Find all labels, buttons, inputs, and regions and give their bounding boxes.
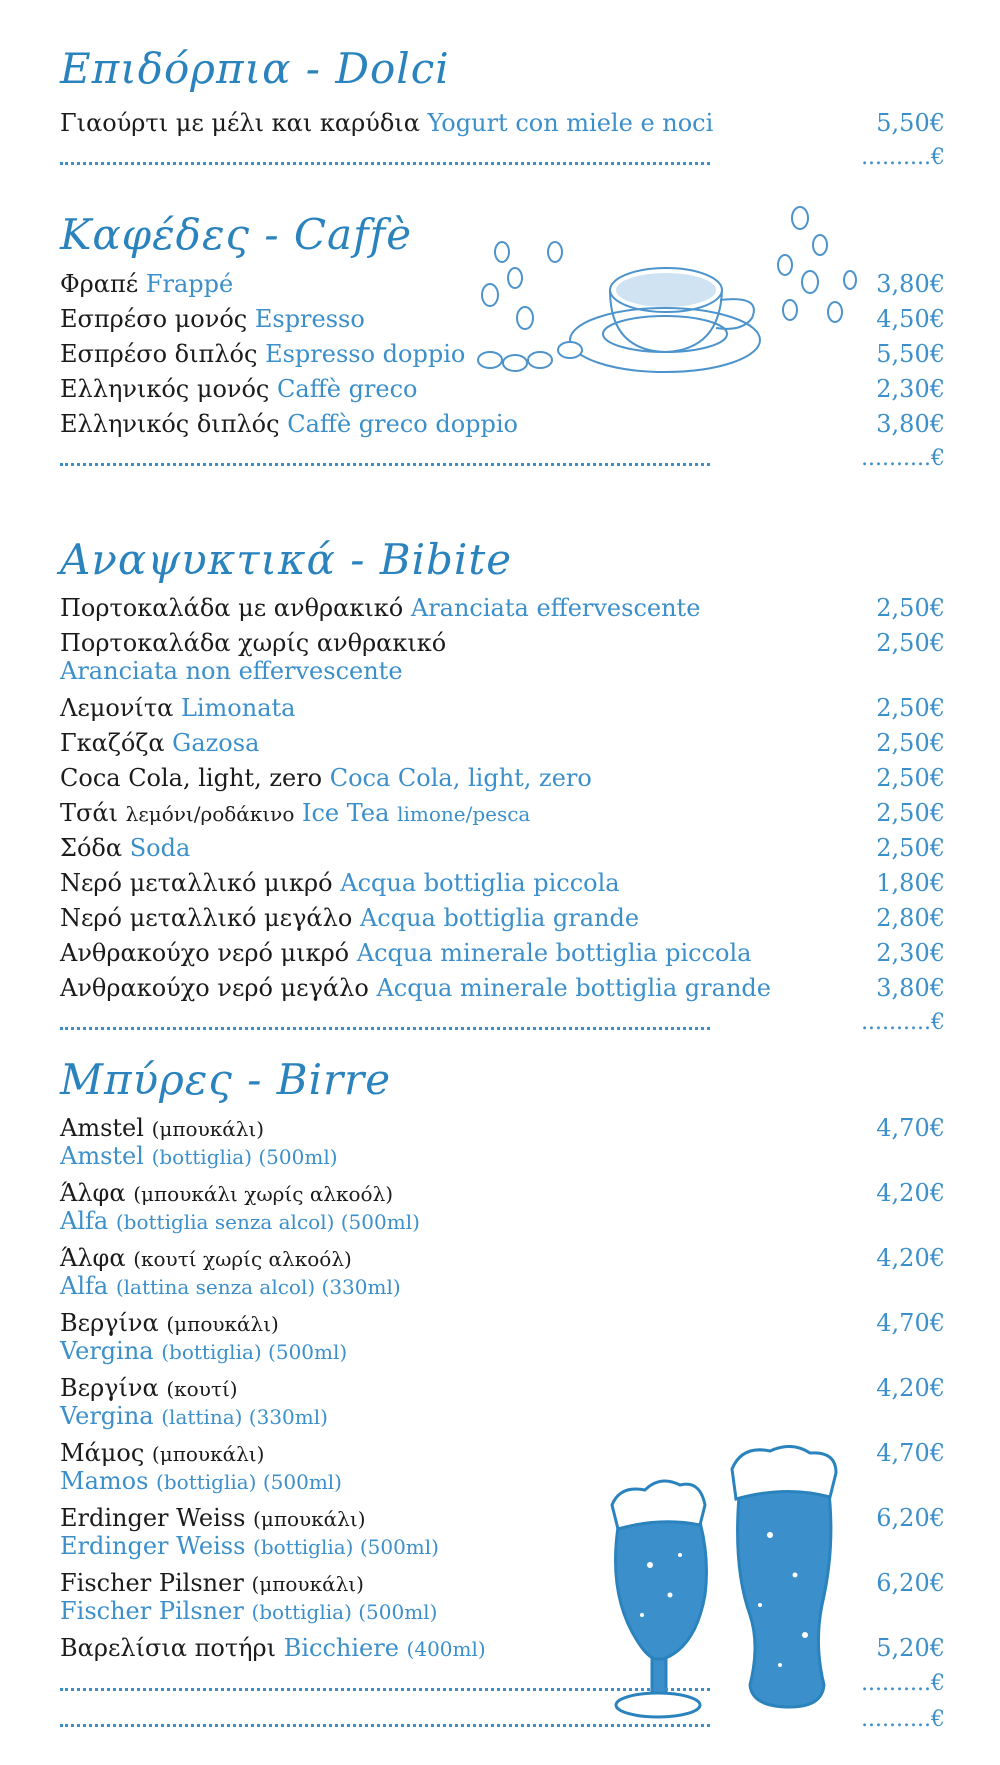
item-note-italian: (bottiglia) (500ml) (156, 1470, 342, 1494)
menu-item (60, 795, 945, 831)
item-price: 6,20€ (876, 1504, 945, 1532)
item-price: 1,80€ (876, 869, 945, 897)
blank-price: ..........€ (861, 1707, 945, 1732)
item-price: 2,30€ (876, 375, 945, 403)
item-price: 2,50€ (876, 834, 945, 862)
item-name-italian: Limonata (180, 694, 296, 722)
blank-price: ..........€ (861, 1671, 945, 1696)
menu-item (60, 1370, 945, 1434)
item-price: 4,70€ (876, 1309, 945, 1337)
item-name-greek: Σόδα (60, 834, 123, 862)
menu-item (60, 105, 945, 141)
item-name-greek: Ελληνικός μονός (60, 375, 270, 403)
item-note-italian: (bottiglia) (500ml) (251, 1600, 438, 1624)
item-note-greek: (κουτί χωρίς αλκοόλ) (133, 1247, 352, 1271)
item-name-italian: Ice Tea (302, 799, 390, 827)
item-name-italian: Aranciata non effervescente (60, 657, 403, 685)
item-name-greek: Ελληνικός διπλός (60, 410, 280, 438)
item-price: 3,80€ (876, 270, 945, 298)
item-name-greek: Ανθρακούχο νερό μικρό (60, 939, 350, 967)
item-name-greek: Γιαούρτι με μέλι και καρύδια (60, 109, 420, 137)
blank-entry-line (60, 1011, 945, 1035)
item-name-greek: Μάμος (60, 1439, 145, 1467)
item-note-greek: (μπουκάλι) (251, 1572, 364, 1596)
item-note-italian: (bottiglia senza alcol) (500ml) (115, 1210, 420, 1234)
item-price: 4,70€ (876, 1439, 945, 1467)
section-title-birre: Μπύρες - Birre (60, 1055, 392, 1104)
blank-price: ..........€ (861, 446, 945, 471)
item-price: 4,20€ (876, 1374, 945, 1402)
item-name-italian: Frappé (145, 270, 234, 298)
item-name-italian: Erdinger Weiss (60, 1532, 246, 1560)
menu-item (60, 830, 945, 866)
item-note-greek: (μπουκάλι) (253, 1507, 366, 1531)
item-name-greek: Πορτοκαλάδα χωρίς ανθρακικό (60, 629, 447, 657)
item-price: 4,20€ (876, 1179, 945, 1207)
menu-item (60, 970, 945, 1006)
menu-item (60, 301, 945, 337)
blank-entry-line (60, 1672, 945, 1696)
menu-item (60, 900, 945, 936)
menu-item (60, 590, 945, 626)
item-note-italian: limone/pesca (397, 802, 531, 826)
item-name-italian: Mamos (60, 1467, 149, 1495)
menu-item (60, 760, 945, 796)
blank-entry-line (60, 1708, 945, 1732)
item-note-italian: (400ml) (406, 1637, 486, 1661)
menu-item (60, 725, 945, 761)
item-price: 3,80€ (876, 974, 945, 1002)
item-name-italian: Amstel (60, 1142, 144, 1170)
item-name-greek: Άλφα (60, 1244, 126, 1272)
item-note-greek: λεμόνι/ροδάκινο (125, 802, 295, 826)
item-name-greek: Άλφα (60, 1179, 126, 1207)
blank-price: ..........€ (861, 145, 945, 170)
item-name-greek: Τσάι (60, 799, 119, 827)
item-name-italian: Acqua minerale bottiglia piccola (356, 939, 752, 967)
menu-item (60, 935, 945, 971)
item-name-greek: Εσπρέσο μονός (60, 305, 248, 333)
item-name-italian: Aranciata effervescente (410, 594, 701, 622)
menu-item (60, 865, 945, 901)
item-name-italian: Alfa (60, 1207, 109, 1235)
menu-item (60, 1435, 945, 1499)
item-price: 2,50€ (876, 629, 945, 657)
menu-item (60, 1240, 945, 1304)
item-name-italian: Acqua bottiglia grande (359, 904, 640, 932)
item-name-italian: Espresso doppio (265, 340, 466, 368)
item-price: 2,50€ (876, 594, 945, 622)
item-name-greek: Erdinger Weiss (60, 1504, 246, 1532)
item-name-greek: Coca Cola, light, zero (60, 764, 323, 792)
item-note-italian: (bottiglia) (500ml) (253, 1535, 439, 1559)
item-price: 2,50€ (876, 764, 945, 792)
item-name-italian: Acqua bottiglia piccola (340, 869, 620, 897)
item-name-greek: Βεργίνα (60, 1309, 159, 1337)
menu-item (60, 1565, 945, 1629)
item-name-greek: Βαρελίσια ποτήρι (60, 1634, 277, 1662)
menu-item (60, 1175, 945, 1239)
menu-item (60, 1110, 945, 1174)
item-name-italian: Gazosa (172, 729, 260, 757)
item-name-greek: Fischer Pilsner (60, 1569, 244, 1597)
section-title-bibite: Αναψυκτικά - Bibite (60, 535, 513, 584)
item-name-italian: Caffè greco doppio (287, 410, 518, 438)
item-name-italian: Yogurt con miele e noci (427, 109, 714, 137)
item-price: 2,80€ (876, 904, 945, 932)
item-name-italian: Soda (129, 834, 191, 862)
item-note-italian: (lattina) (330ml) (161, 1405, 328, 1429)
item-name-greek: Εσπρέσο διπλός (60, 340, 258, 368)
item-name-greek: Φραπέ (60, 270, 139, 298)
item-name-italian: Espresso (254, 305, 365, 333)
menu-item (60, 1630, 945, 1666)
item-note-italian: (bottiglia) (500ml) (161, 1340, 348, 1364)
item-price: 2,50€ (876, 799, 945, 827)
item-price: 2,30€ (876, 939, 945, 967)
menu-item (60, 336, 945, 372)
item-price: 5,50€ (876, 340, 945, 368)
item-name-italian: Fischer Pilsner (60, 1597, 244, 1625)
item-price: 2,50€ (876, 729, 945, 757)
item-name-greek: Νερό μεταλλικό μικρό (60, 869, 333, 897)
item-price: 5,50€ (876, 109, 945, 137)
menu-item (60, 406, 945, 442)
item-name-italian: Vergina (60, 1337, 154, 1365)
item-price: 2,50€ (876, 694, 945, 722)
item-name-greek: Νερό μεταλλικό μεγάλο (60, 904, 353, 932)
item-note-greek: (μπουκάλι) (151, 1117, 265, 1141)
blank-entry-line (60, 447, 945, 471)
item-name-greek: Πορτοκαλάδα με ανθρακικό (60, 594, 404, 622)
menu-item (60, 690, 945, 726)
item-note-greek: (μπουκάλι χωρίς αλκοόλ) (133, 1182, 394, 1206)
menu-item (60, 1305, 945, 1369)
blank-entry-line (60, 146, 945, 170)
item-name-italian: Caffè greco (277, 375, 418, 403)
menu-item (60, 371, 945, 407)
item-price: 3,80€ (876, 410, 945, 438)
item-name-greek: Βεργίνα (60, 1374, 159, 1402)
item-name-greek: Γκαζόζα (60, 729, 165, 757)
item-note-italian: (bottiglia) (500ml) (151, 1145, 338, 1169)
menu-item (60, 266, 945, 302)
item-note-greek: (μπουκάλι) (166, 1312, 279, 1336)
item-price: 4,20€ (876, 1244, 945, 1272)
item-note-italian: (lattina senza alcol) (330ml) (115, 1275, 401, 1299)
blank-price: ..........€ (861, 1010, 945, 1035)
item-name-italian: Vergina (60, 1402, 154, 1430)
section-title-dolci: Επιδόρπια - Dolci (60, 44, 450, 93)
item-price: 5,20€ (876, 1634, 945, 1662)
item-price: 4,70€ (876, 1114, 945, 1142)
menu-item (60, 1500, 945, 1564)
item-name-italian: Coca Cola, light, zero (329, 764, 592, 792)
item-name-greek: Λεμονίτα (60, 694, 174, 722)
item-name-italian: Acqua minerale bottiglia grande (376, 974, 771, 1002)
item-note-greek: (κουτί) (166, 1377, 238, 1401)
item-name-greek: Ανθρακούχο νερό μεγάλο (60, 974, 369, 1002)
menu-item (60, 625, 945, 689)
item-note-greek: (μπουκάλι) (151, 1442, 265, 1466)
section-title-caffe: Καφέδες - Caffè (60, 210, 413, 259)
item-name-italian: Bicchiere (283, 1634, 399, 1662)
item-name-greek: Amstel (60, 1114, 144, 1142)
item-price: 4,50€ (876, 305, 945, 333)
item-name-italian: Alfa (60, 1272, 109, 1300)
item-price: 6,20€ (876, 1569, 945, 1597)
